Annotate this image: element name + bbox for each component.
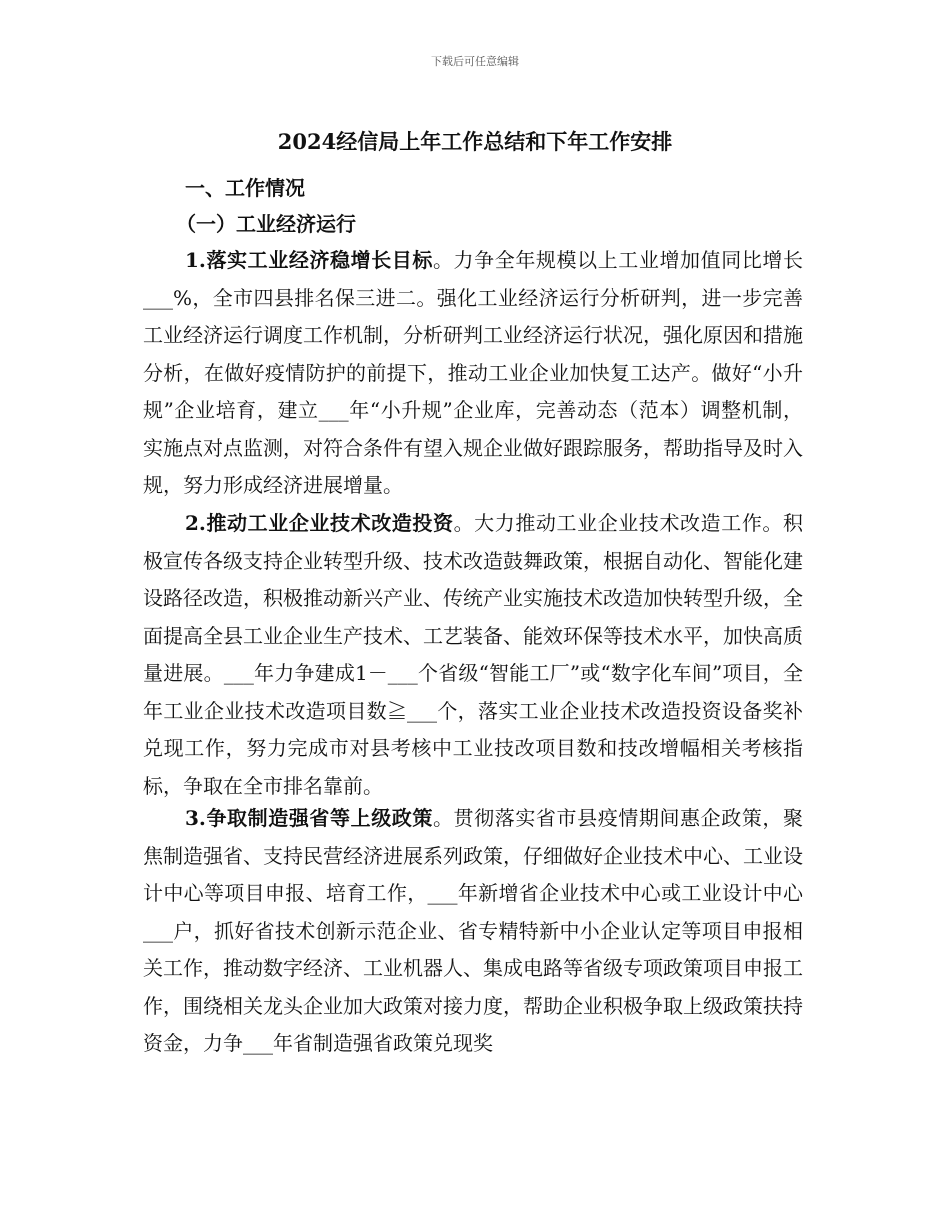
paragraph-lead: 2.推动工业企业技术改造投资 (185, 511, 454, 535)
paragraph-lead: 3.争取制造强省等上级政策 (185, 806, 433, 830)
paragraph-item-2 (143, 505, 803, 805)
paragraph-body: 。贯彻落实省市县疫情期间惠企政策，聚焦制造强省、支持民营经济进展系列政策，仔细做好企业技术中心、工业设计中心等项目申报、培育工作，___年新增省企业技术中心或工业设计中心___户，抓好省技术创新示范企业、省专精特新中小企业认定等项目申报相关工作，推动数字经济、工业机器人、集成电路等省级专项政策项目申报工作，围绕相关龙头企业加大政策对接力度，帮助企业积极争取上级政策扶持资金，力争___年省制造强省政策兑现奖 (143, 806, 803, 1055)
paragraph-body: 。大力推动工业企业技术改造工作。积极宣传各级支持企业转型升级、技术改造鼓舞政策，根据自动化、智能化建设路径改造，积极推动新兴产业、传统产业实施技术改造加快转型升级，全面提高全县工业企业生产技术、工艺装备、能效环保等技术水平，加快高质量进展。___年力争建成1－___个省级“智能工厂”或“数字化车间”项目，全年工业企业技术改造项目数≧___个，落实工业企业技术改造投资设备奖补兑现工作，努力完成市对县考核中工业技改项目数和技改增幅相关考核指标，争取在全市排名靠前。 (143, 511, 804, 798)
page-header-note: 下载后可任意编辑 (431, 55, 519, 68)
subsection-heading-industrial-economy: （一）工业经济运行 (176, 212, 356, 236)
paragraph-body: 。力争全年规模以上工业增加值同比增长___%，全市四县排名保三进二。强化工业经济运行分析研判，进一步完善工业经济运行调度工作机制，分析研判工业经济运行状况，强化原因和措施分析，在做好疫情防护的前提下，推动工业企业加快复工达产。做好“小升规”企业培育，建立___年“小升规”企业库，完善动态（范本）调整机制，实施点对点监测，对符合条件有望入规企业做好跟踪服务，帮助指导及时入规，努力形成经济进展增量。 (143, 248, 803, 497)
document-title: 2024经信局上年工作总结和下年工作安排 (277, 129, 673, 154)
paragraph-lead: 1.落实工业经济稳增长目标 (185, 248, 433, 272)
paragraph-item-1 (143, 242, 803, 505)
paragraph-item-3 (143, 800, 803, 1063)
section-heading-work-status: 一、工作情况 (185, 176, 305, 200)
